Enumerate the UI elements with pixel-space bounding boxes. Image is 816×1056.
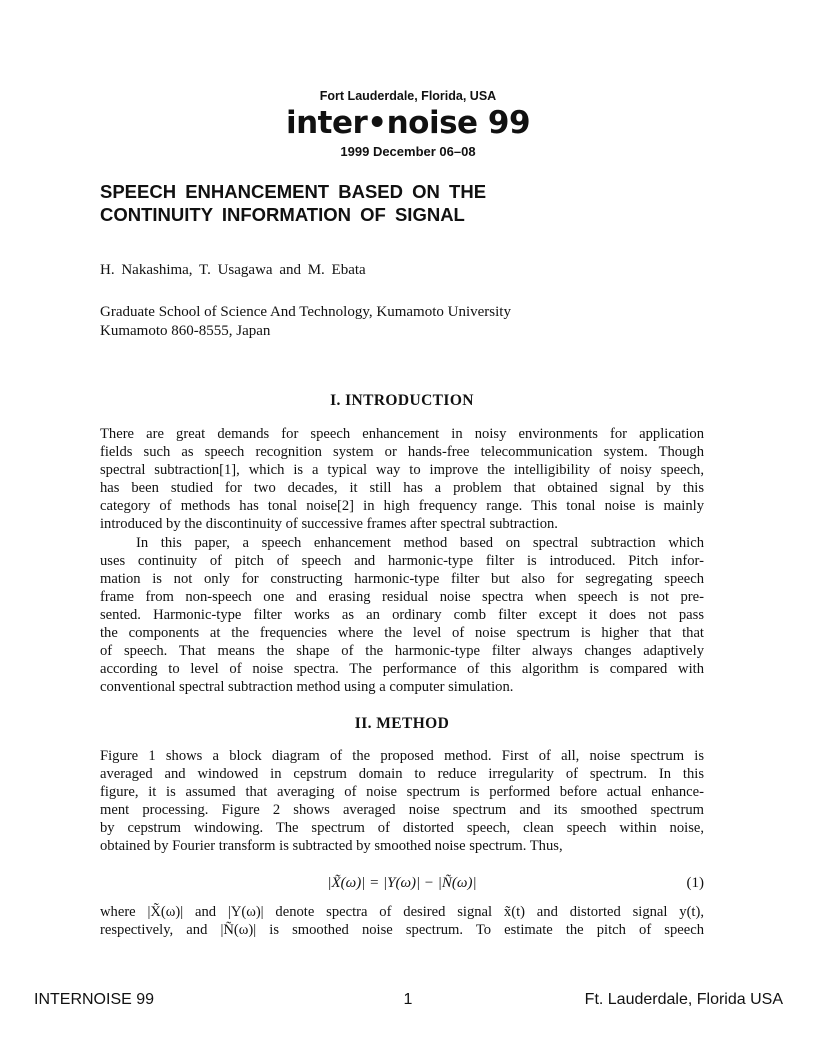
- section-heading-method: II. METHOD: [354, 715, 450, 732]
- equation-number: (1): [686, 875, 704, 891]
- method-paragraph-2: [100, 903, 704, 939]
- footer-conference: INTERNOISE 99: [34, 991, 155, 1008]
- text-line: figure, it is assumed that averaging of noise spectrum is performed before actual enhance-: [100, 784, 704, 800]
- equation-body: |X̃(ω)| = |Y(ω)| − |Ñ(ω)|: [327, 875, 477, 891]
- text-line: the components at the frequencies where the level of noise spectrum is higher that that: [100, 625, 704, 641]
- text-line: ment processing. Figure 2 shows averaged noise spectrum and its smoothed spectrum: [100, 802, 704, 818]
- author-list: H. Nakashima, T. Usagawa and M. Ebata: [100, 262, 366, 278]
- text-line: frame from non-speech one and erasing residual noise spectra when speech is not pre-: [100, 589, 704, 605]
- text-line: spectral subtraction[1], which is a typical way to improve the intelligibility of noisy speech,: [100, 462, 704, 478]
- affiliation: [100, 303, 511, 341]
- text-line: Figure 1 shows a block diagram of the proposed method. First of all, noise spectrum is: [100, 748, 704, 764]
- conference-location: Fort Lauderdale, Florida, USA: [319, 89, 497, 103]
- text-line: category of methods has tonal noise[2] in high frequency range. This tonal noise is mainly: [100, 498, 704, 514]
- text-line: according to level of noise spectra. The performance of this algorithm is compared with: [100, 661, 704, 677]
- text-line: of speech. That means the shape of the harmonic-type filter always changes adaptively: [100, 643, 704, 659]
- conference-dates: 1999 December 06–08: [340, 144, 476, 159]
- title-line: CONTINUITY INFORMATION OF SIGNAL: [100, 204, 465, 225]
- text-line: where |X̃(ω)| and |Y(ω)| denote spectra of desired signal x̃(t) and distorted signal y(t),: [100, 904, 704, 920]
- text-line: by cepstrum windowing. The spectrum of distorted speech, clean speech within noise,: [100, 820, 704, 836]
- text-line: sented. Harmonic-type filter works as an ordinary comb filter except it does not pass: [100, 607, 704, 623]
- footer-location: Ft. Lauderdale, Florida USA: [584, 991, 783, 1008]
- text-line: has been studied for two decades, it still has a problem that obtained signal by this: [100, 480, 704, 496]
- text-line: uses continuity of pitch of speech and harmonic-type filter is introduced. Pitch infor-: [100, 553, 704, 569]
- text-line: obtained by Fourier transform is subtracted by smoothed noise spectrum. Thus,: [100, 838, 563, 854]
- text-line: In this paper, a speech enhancement method based on spectral subtraction which: [136, 535, 704, 551]
- paper-title: [100, 180, 720, 226]
- conference-logo: inter•noise 99: [285, 105, 531, 141]
- section-heading-introduction: I. INTRODUCTION: [330, 392, 474, 409]
- affiliation-line: Kumamoto 860-8555, Japan: [100, 323, 271, 339]
- page-number: 1: [403, 991, 413, 1008]
- method-paragraph-1: [100, 747, 704, 855]
- text-line: There are great demands for speech enhancement in noisy environments for application: [100, 426, 704, 442]
- intro-paragraph-1: [100, 425, 704, 533]
- text-line: averaged and windowed in cepstrum domain to reduce irregularity of spectrum. In this: [100, 766, 704, 782]
- equation-1: [100, 875, 704, 895]
- text-line: conventional spectral subtraction method using a computer simulation.: [100, 679, 514, 695]
- text-line: fields such as speech recognition system or hands-free telecommunication system. Though: [100, 444, 704, 460]
- intro-paragraph-2: [100, 534, 704, 696]
- title-line: SPEECH ENHANCEMENT BASED ON THE: [100, 181, 487, 202]
- text-line: mation is not only for constructing harmonic-type filter but also for segregating speech: [100, 571, 704, 587]
- text-line: respectively, and |Ñ(ω)| is smoothed noise spectrum. To estimate the pitch of speech: [100, 922, 704, 938]
- affiliation-line: Graduate School of Science And Technology, Kumamoto University: [100, 304, 511, 320]
- text-line: introduced by the discontinuity of successive frames after spectral subtraction.: [100, 516, 558, 532]
